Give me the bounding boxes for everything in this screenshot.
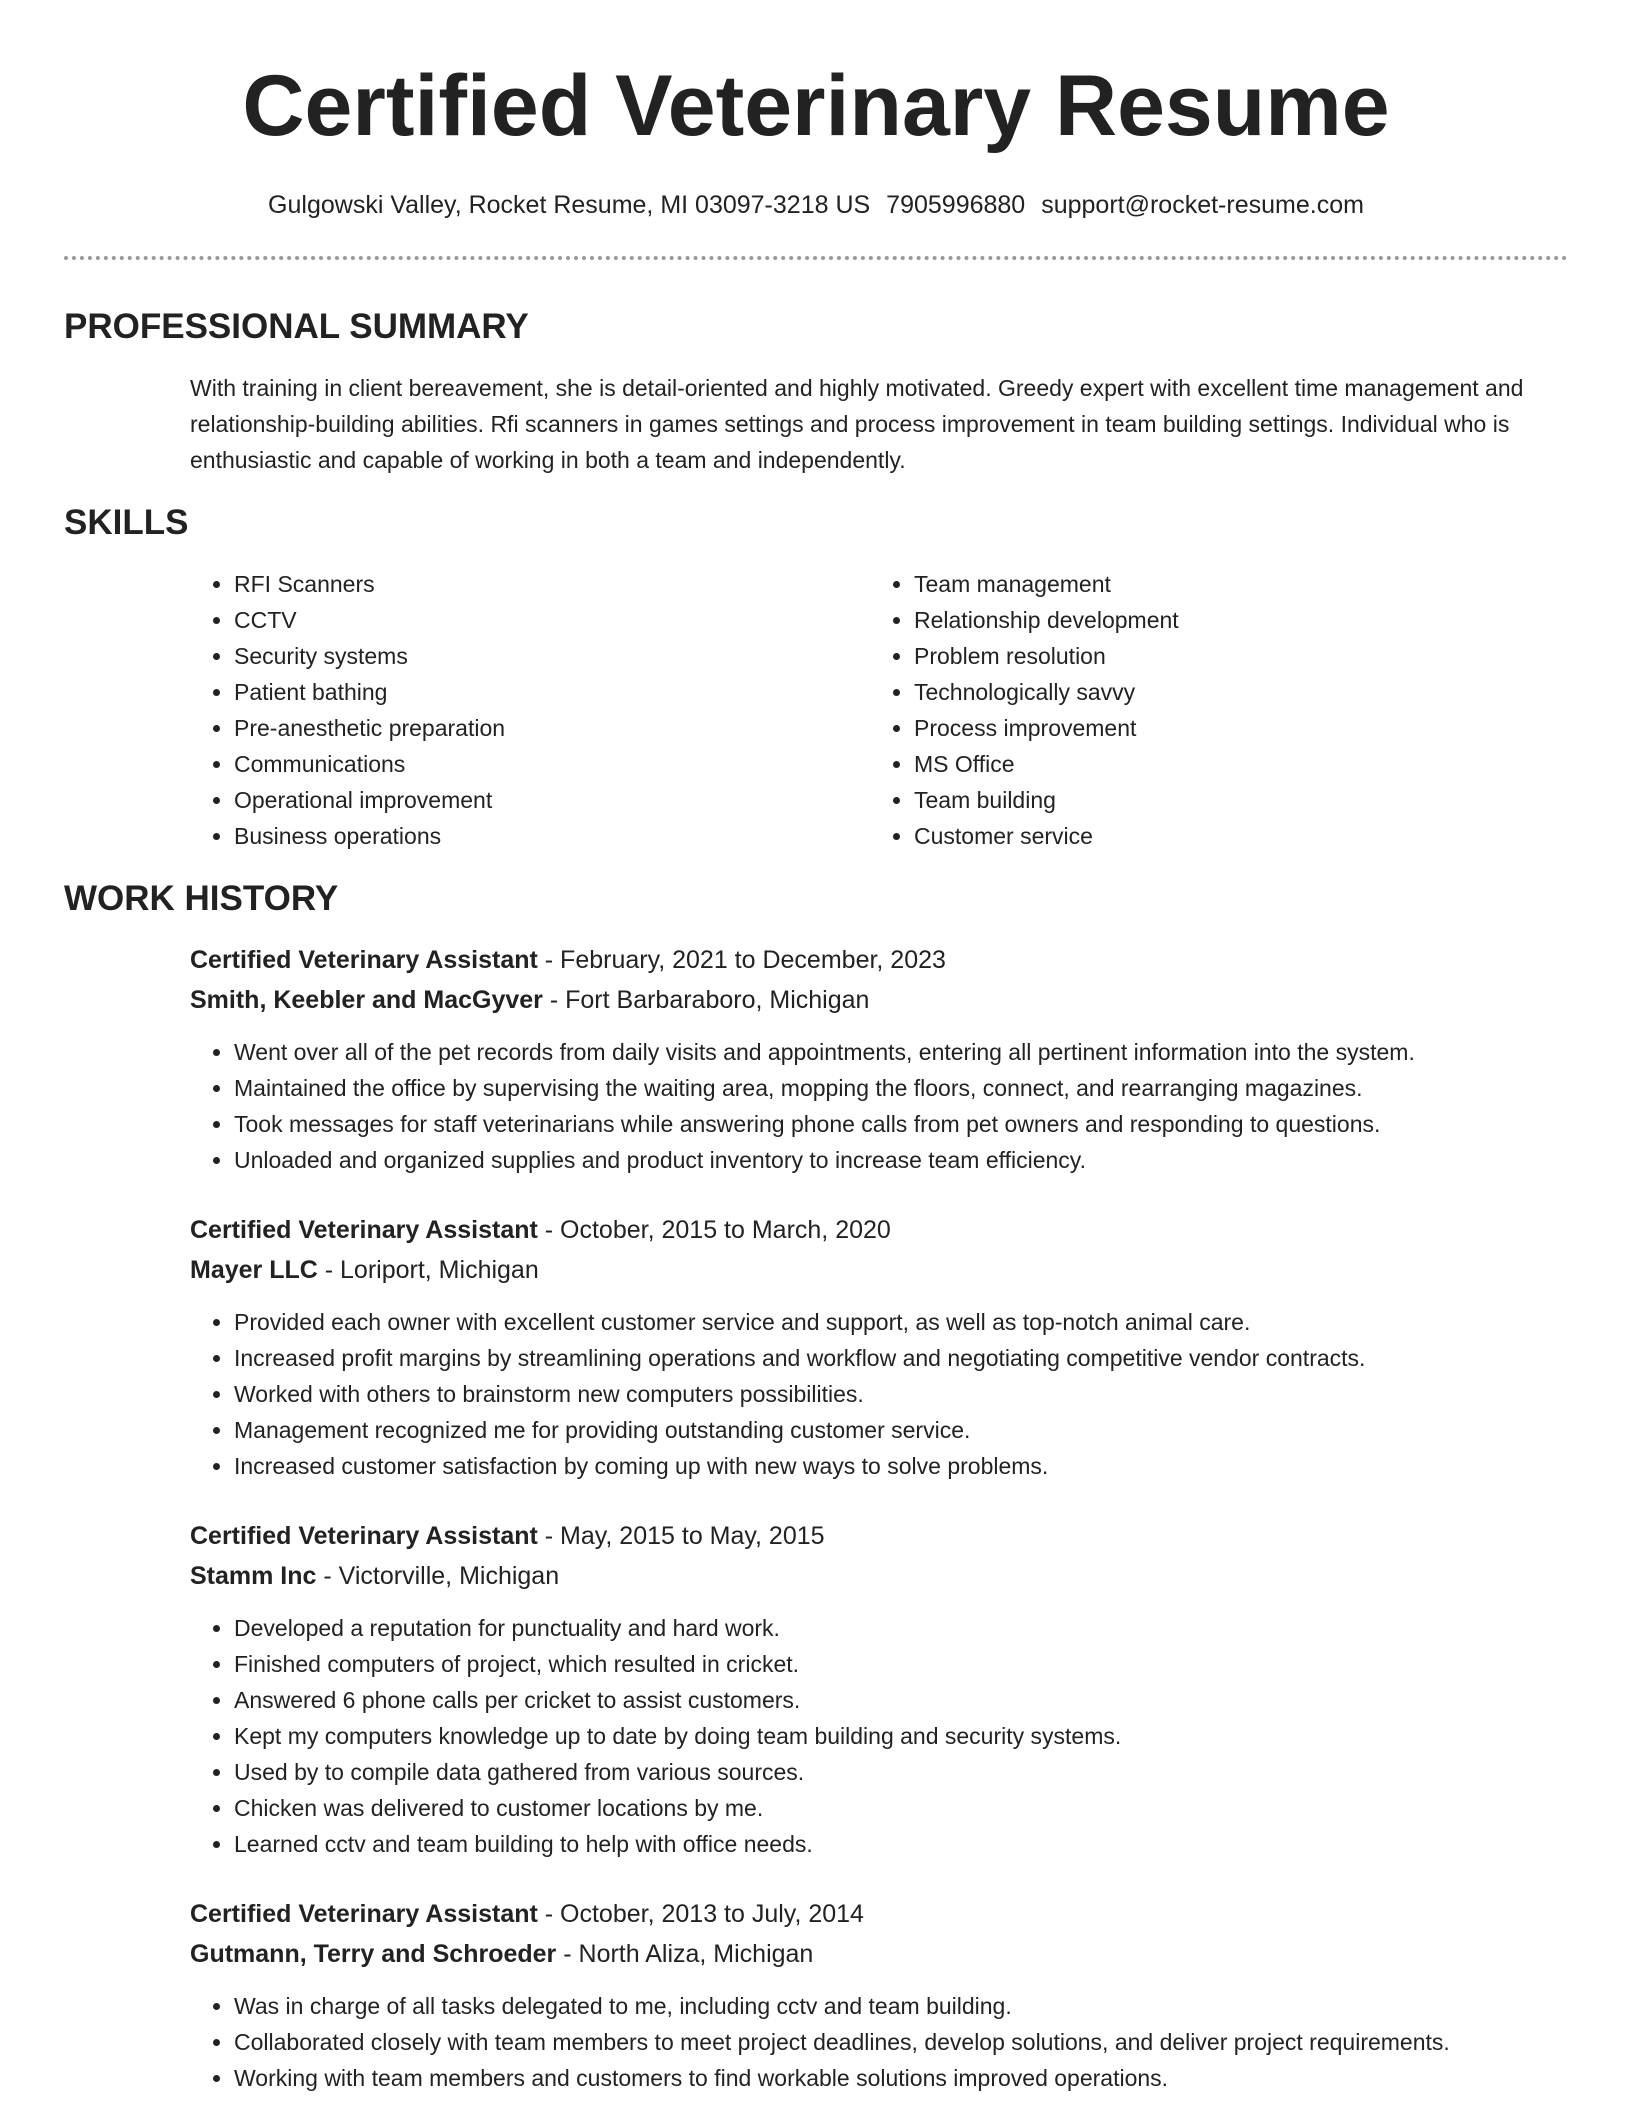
skills-heading: SKILLS (64, 503, 189, 542)
job-bullet: • Answered 6 phone calls per cricket to assist customers. (234, 1682, 1568, 1718)
skill-item: • Process improvement (914, 710, 1550, 746)
skill-item: • Pre-anesthetic preparation (234, 710, 870, 746)
job-bullet: • Kept my computers knowledge up to date by doing team building and security systems. (234, 1718, 1568, 1754)
job-location: - North Aliza, Michigan (556, 1940, 814, 1968)
job-bullets (190, 1304, 1568, 1484)
skill-item: • Problem resolution (914, 638, 1550, 674)
job-role: Certified Veterinary Assistant (190, 1216, 538, 1244)
job-company-line (190, 980, 1568, 1020)
job-bullet: • Increased profit margins by streamlining operations and workflow and negotiating competitive vendor contracts. (234, 1340, 1568, 1376)
job-bullet: • Unloaded and organized supplies and product inventory to increase team efficiency. (234, 1142, 1568, 1178)
skill-item: • Relationship development (914, 602, 1550, 638)
job-title-line (190, 1210, 1568, 1250)
job-entry (190, 1516, 1568, 1862)
header-divider (64, 256, 1568, 260)
contact-phone: 7905996880 (886, 191, 1026, 219)
job-location: - Loriport, Michigan (317, 1256, 539, 1284)
job-title-line (190, 1894, 1568, 1934)
job-company-line (190, 1250, 1568, 1290)
skill-item: • Operational improvement (234, 782, 870, 818)
job-bullet: • Maintained the office by supervising the waiting area, mopping the floors, connect, and rearranging magazines. (234, 1070, 1568, 1106)
job-bullets (190, 1610, 1568, 1862)
job-bullet: • Used by to compile data gathered from various sources. (234, 1754, 1568, 1790)
work-history-heading: WORK HISTORY (64, 879, 339, 918)
job-dates: - February, 2021 to December, 2023 (537, 946, 946, 974)
skill-item: • Team management (914, 566, 1550, 602)
job-dates: - October, 2015 to March, 2020 (537, 1216, 891, 1244)
skill-item: • CCTV (234, 602, 870, 638)
job-dates: - May, 2015 to May, 2015 (537, 1522, 825, 1550)
job-title-line (190, 940, 1568, 980)
job-role: Certified Veterinary Assistant (190, 946, 538, 974)
job-bullet: • Management recognized me for providing outstanding customer service. (234, 1412, 1568, 1448)
job-location: - Fort Barbaraboro, Michigan (542, 986, 870, 1014)
job-company-line (190, 1556, 1568, 1596)
skills-list (64, 566, 1568, 854)
job-bullet: • Learned cctv and team building to help with office needs. (234, 1826, 1568, 1862)
summary-heading: PROFESSIONAL SUMMARY (64, 307, 529, 346)
job-bullet: • Chicken was delivered to customer locations by me. (234, 1790, 1568, 1826)
job-bullet: • Collaborated closely with team members to meet project deadlines, develop solutions, and deliver project requirements. (234, 2024, 1568, 2060)
skill-item: • Customer service (914, 818, 1550, 854)
job-bullet: • Developed a reputation for punctuality and hard work. (234, 1610, 1568, 1646)
skill-item: • Communications (234, 746, 870, 782)
job-company: Gutmann, Terry and Schroeder (190, 1940, 557, 1968)
work-history-list (64, 940, 1568, 2096)
job-bullet: • Finished computers of project, which resulted in cricket. (234, 1646, 1568, 1682)
job-role: Certified Veterinary Assistant (190, 1522, 538, 1550)
job-bullet: • Went over all of the pet records from daily visits and appointments, entering all pertinent information into the system. (234, 1034, 1568, 1070)
job-entry (190, 940, 1568, 1178)
job-bullets (190, 1988, 1568, 2096)
job-bullet: • Increased customer satisfaction by coming up with new ways to solve problems. (234, 1448, 1568, 1484)
skill-item: • Patient bathing (234, 674, 870, 710)
job-company-line (190, 1934, 1568, 1974)
job-bullets (190, 1034, 1568, 1178)
skill-item: • Security systems (234, 638, 870, 674)
resume-title: Certified Veterinary Resume (242, 58, 1390, 154)
job-title-line (190, 1516, 1568, 1556)
job-location: - Victorville, Michigan (316, 1562, 560, 1590)
job-bullet: • Took messages for staff veterinarians while answering phone calls from pet owners and responding to questions. (234, 1106, 1568, 1142)
skill-item: • Team building (914, 782, 1550, 818)
contact-address: Gulgowski Valley, Rocket Resume, MI 03097-3218 US (268, 191, 871, 219)
skill-item: • MS Office (914, 746, 1550, 782)
job-dates: - October, 2013 to July, 2014 (537, 1900, 864, 1928)
job-role: Certified Veterinary Assistant (190, 1900, 538, 1928)
job-company: Mayer LLC (190, 1256, 318, 1284)
job-entry (190, 1210, 1568, 1484)
skill-item: • Technologically savvy (914, 674, 1550, 710)
job-bullet: • Was in charge of all tasks delegated to me, including cctv and team building. (234, 1988, 1568, 2024)
skills-column-right (870, 566, 1550, 854)
summary-text: With training in client bereavement, she is detail-oriented and highly motivated. Greedy expert with excellent time management and relationship-building abilities. Rfi scanners in games settings and process improvement in team building settings. Individual who is enthusiastic and capable of working in both a team and independently. (190, 375, 1524, 473)
contact-email: support@rocket-resume.com (1041, 191, 1364, 219)
contact-line (64, 190, 1568, 220)
job-entry (190, 1894, 1568, 2096)
job-bullet: • Worked with others to brainstorm new computers possibilities. (234, 1376, 1568, 1412)
job-company: Stamm Inc (190, 1562, 317, 1590)
job-bullet: • Provided each owner with excellent customer service and support, as well as top-notch animal care. (234, 1304, 1568, 1340)
skill-item: • Business operations (234, 818, 870, 854)
skill-item: • RFI Scanners (234, 566, 870, 602)
job-company: Smith, Keebler and MacGyver (190, 986, 543, 1014)
skills-column-left (190, 566, 870, 854)
job-bullet: • Working with team members and customers to find workable solutions improved operations. (234, 2060, 1568, 2096)
